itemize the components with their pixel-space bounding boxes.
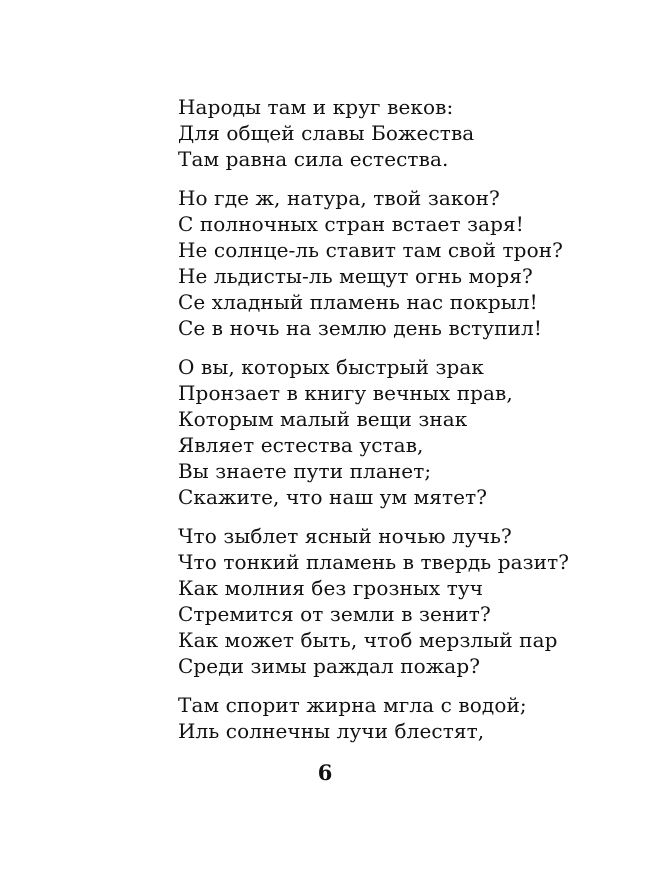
poem-line: Среди зимы раждал пожар?: [178, 654, 481, 678]
poem-line: Вы знаете пути планет;: [178, 459, 432, 483]
poem-line: Стремится от земли в зенит?: [178, 602, 491, 626]
poem-line: Но где ж, натура, твой закон?: [178, 186, 500, 210]
poem-line: С полночных стран встает заря!: [178, 212, 524, 236]
stanza-4: [178, 523, 618, 679]
poem-line: Как молния без грозных туч: [178, 576, 484, 600]
poem-line: Которым малый вещи знак: [178, 407, 468, 431]
poem-line: Что тонкий пламень в твердь разит?: [178, 550, 570, 574]
poem-line: Как может быть, чтоб мерзлый пар: [178, 628, 558, 652]
poem-line: Являет естества устав,: [178, 433, 424, 457]
poem-line: Се хладный пламень нас покрыл!: [178, 290, 538, 314]
poem-line: Не льдисты-ль мещут огнь моря?: [178, 264, 533, 288]
poem-line: Се в ночь на землю день вступил!: [178, 316, 542, 340]
stanza-3: [178, 354, 618, 510]
page-number: 6: [317, 760, 333, 785]
poem-line: Не солнце-ль ставит там свой трон?: [178, 238, 563, 262]
poem-body: [178, 94, 618, 757]
poem-line: Там равна сила естества.: [178, 147, 449, 171]
poem-line: Иль солнечны лучи блестят,: [178, 719, 485, 743]
poem-line: Для общей славы Божества: [178, 121, 475, 145]
poem-line: О вы, которых быстрый зрак: [178, 355, 485, 379]
poem-line: Пронзает в книгу вечных прав,: [178, 381, 513, 405]
poem-line: Там спорит жирна мгла с водой;: [178, 693, 527, 717]
stanza-5: [178, 692, 618, 744]
stanza-1: [178, 94, 618, 172]
poem-line: Что зыблет ясный ночью лучь?: [178, 524, 512, 548]
stanza-2: [178, 185, 618, 341]
poem-line: Скажите, что наш ум мятет?: [178, 485, 488, 509]
poem-line: Народы там и круг веков:: [178, 95, 454, 119]
